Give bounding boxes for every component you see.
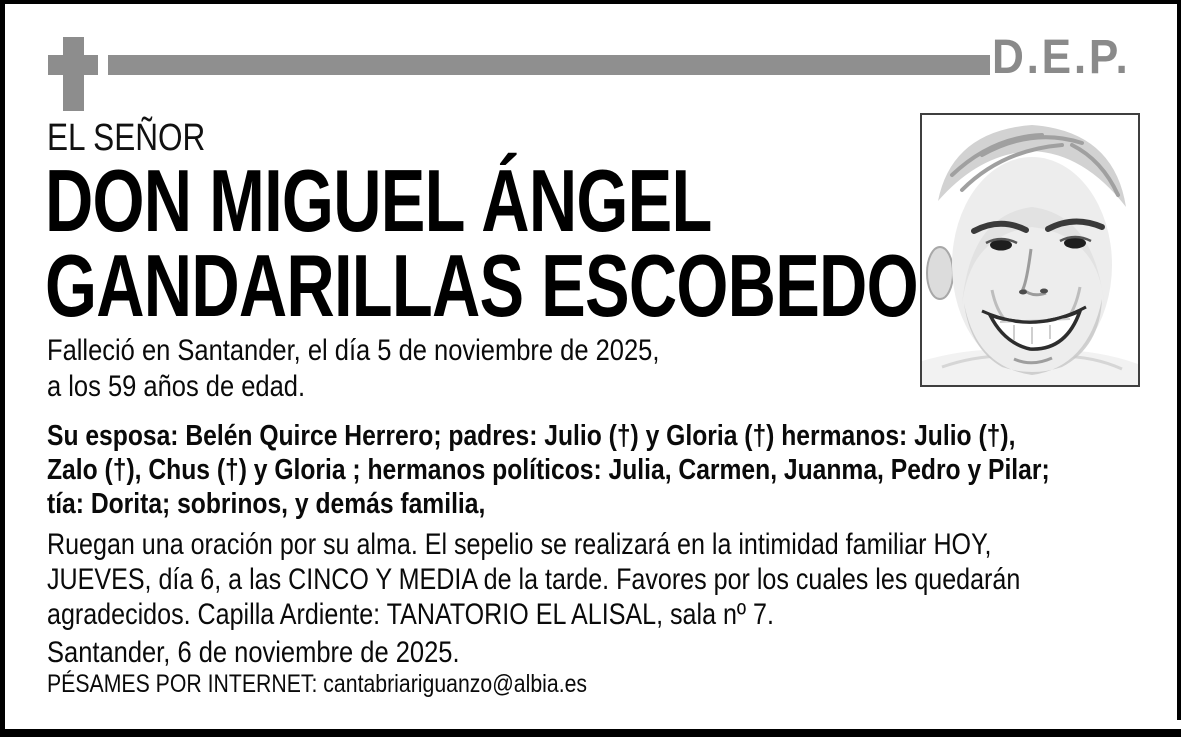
- funeral-details-line: JUEVES, día 6, a las CINCO Y MEDIA de la tarde. Favores por los cuales les quedarán: [47, 563, 1021, 596]
- frame-border-bottom: [0, 729, 1181, 737]
- portrait-illustration: [922, 115, 1138, 385]
- family-list: [47, 419, 1050, 521]
- funeral-details: [47, 527, 1020, 632]
- deceased-name-line2: GANDARILLAS ESCOBEDO: [45, 236, 918, 335]
- online-condolences: PÉSAMES POR INTERNET: cantabriariguanzo@albia.es: [47, 670, 588, 698]
- family-list-line: Zalo (†), Chus (†) y Gloria ; hermanos políticos: Julia, Carmen, Juanma, Pedro y Pilar;: [47, 454, 1050, 486]
- deceased-name-line1: DON MIGUEL ÁNGEL: [45, 151, 712, 250]
- frame-border-left: [0, 0, 5, 737]
- death-notice-line: Falleció en Santander, el día 5 de noviembre de 2025,: [47, 334, 660, 367]
- family-list-line: tía: Dorita; sobrinos, y demás familia,: [47, 488, 486, 520]
- death-notice-line: a los 59 años de edad.: [47, 370, 306, 403]
- latin-cross-icon-arm: [48, 55, 98, 75]
- dep-abbreviation: D.E.P.: [992, 31, 1131, 84]
- deceased-name: [45, 151, 918, 335]
- frame-border-top: [0, 0, 1181, 4]
- funeral-details-line: agradecidos. Capilla Ardiente: TANATORIO EL ALISAL, sala nº 7.: [47, 598, 774, 631]
- family-list-line: Su esposa: Belén Quirce Herrero; padres: Julio (†) y Gloria (†) hermanos: Julio (†),: [47, 420, 1016, 452]
- death-notice: [47, 333, 659, 405]
- header-rule: [108, 55, 990, 75]
- portrait-photo: [920, 113, 1140, 387]
- funeral-details-line: Ruegan una oración por su alma. El sepelio se realizará en la intimidad familiar HOY,: [47, 528, 992, 561]
- frame-border-right: [1177, 0, 1181, 720]
- dateline: Santander, 6 de noviembre de 2025.: [47, 636, 460, 669]
- honorific-label: EL SEÑOR: [47, 117, 206, 159]
